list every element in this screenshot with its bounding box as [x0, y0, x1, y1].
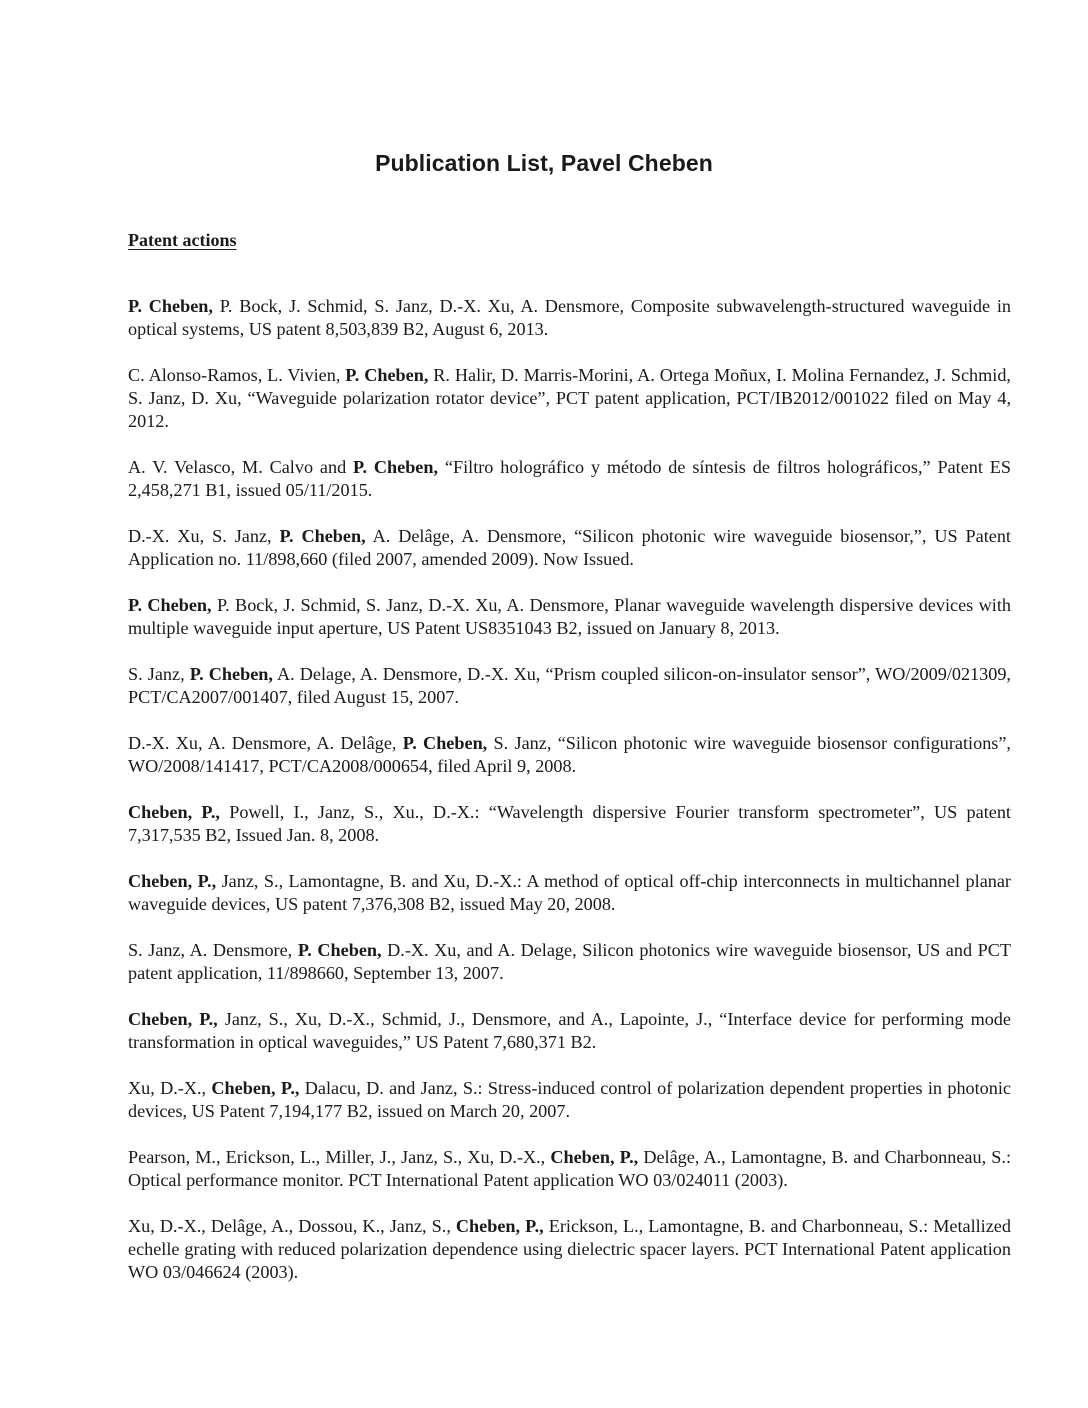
- patent-entry: [128, 870, 1011, 916]
- author-name-highlight: Cheben, P.,: [211, 1078, 300, 1098]
- author-name-highlight: P. Cheben,: [128, 296, 213, 316]
- entry-text: P. Bock, J. Schmid, S. Janz, D.-X. Xu, A. Densmore, Composite subwavelength-structured waveguide in optical systems, US patent 8,503,839 B2, August 6, 2013.: [128, 296, 1011, 339]
- author-name-highlight: P. Cheben,: [297, 940, 382, 960]
- author-name-highlight: Cheben, P.,: [128, 871, 217, 891]
- entry-text: S. Janz, “Silicon photonic wire waveguide biosensor configurations”, WO/2008/141417, PCT/CA2008/000654, filed April 9, 2008.: [128, 733, 1011, 776]
- entry-text: A. Delâge, A. Densmore, “Silicon photonic wire waveguide biosensor,”, US Patent Application no. 11/898,660 (filed 2007, amended 2009). Now Issued.: [128, 526, 1011, 569]
- patent-entry: [128, 594, 1011, 640]
- patent-entry: [128, 732, 1011, 778]
- entry-text: Janz, S., Lamontagne, B. and Xu, D.-X.: A method of optical off-chip interconnects in multichannel planar waveguide devices, US patent 7,376,308 B2, issued May 20, 2008.: [128, 871, 1011, 914]
- author-name-highlight: P. Cheben,: [402, 733, 488, 753]
- document-title: Publication List, Pavel Cheben: [375, 150, 713, 176]
- patent-entry: [128, 1146, 1011, 1192]
- entry-text: D.-X. Xu, A. Densmore, A. Delâge,: [128, 733, 403, 753]
- patent-entry: [128, 456, 1011, 502]
- patent-entry: [128, 663, 1011, 709]
- patent-entry: [128, 364, 1011, 433]
- section-heading-patent-actions: Patent actions: [128, 230, 237, 250]
- entry-text: “Filtro holográfico y método de síntesis de filtros holográficos,” Patent ES 2,458,271 B1, issued 05/11/2015.: [128, 457, 1011, 500]
- author-name-highlight: P. Cheben,: [279, 526, 366, 546]
- patent-entry: [128, 801, 1011, 847]
- entry-text: D.-X. Xu, and A. Delage, Silicon photonics wire waveguide biosensor, US and PCT patent application, 11/898660, September 13, 2007.: [128, 940, 1011, 983]
- entry-text: Powell, I., Janz, S., Xu., D.-X.: “Wavelength dispersive Fourier transform spectrometer”, US patent 7,317,535 B2, Issued Jan. 8, 2008.: [128, 802, 1011, 845]
- entry-text: A. V. Velasco, M. Calvo and: [128, 457, 354, 477]
- entry-text: P. Bock, J. Schmid, S. Janz, D.-X. Xu, A. Densmore, Planar waveguide wavelength dispersive devices with multiple waveguide input aperture, US Patent US8351043 B2, issued on January 8, 2013.: [128, 595, 1011, 638]
- author-name-highlight: Cheben, P.,: [128, 802, 220, 822]
- entry-text: S. Janz, A. Densmore,: [128, 940, 298, 960]
- author-name-highlight: P. Cheben,: [353, 457, 439, 477]
- entry-text: Dalacu, D. and Janz, S.: Stress-induced control of polarization dependent properties in photonic devices, US Patent 7,194,177 B2, issued on March 20, 2007.: [128, 1078, 1011, 1121]
- entry-text: C. Alonso-Ramos, L. Vivien,: [128, 365, 346, 385]
- author-name-highlight: P. Cheben,: [128, 595, 212, 615]
- author-name-highlight: P. Cheben,: [345, 365, 429, 385]
- patent-entry: [128, 939, 1011, 985]
- entry-text: Janz, S., Xu, D.-X., Schmid, J., Densmore, and A., Lapointe, J., “Interface device for performing mode transformation in optical waveguides,” US Patent 7,680,371 B2.: [128, 1009, 1011, 1052]
- entry-text: D.-X. Xu, S. Janz,: [128, 526, 280, 546]
- entry-text: Erickson, L., Lamontagne, B. and Charbonneau, S.: Metallized echelle grating with reduced polarization dependence using dielectric spacer layers. PCT International Patent application WO 03/046624 (2003).: [128, 1216, 1011, 1282]
- entry-text: S. Janz,: [128, 664, 190, 684]
- entry-text: Delâge, A., Lamontagne, B. and Charbonneau, S.: Optical performance monitor. PCT International Patent application WO 03/024011 (2003).: [128, 1147, 1011, 1190]
- entry-text: R. Halir, D. Marris-Morini, A. Ortega Moñux, I. Molina Fernandez, J. Schmid, S. Janz, D. Xu, “Waveguide polarization rotator device”, PCT patent application, PCT/IB2012/001022 filed on May 4, 2012.: [128, 365, 1011, 431]
- patent-list: [128, 295, 1011, 1307]
- author-name-highlight: P. Cheben,: [189, 664, 273, 684]
- patent-entry: [128, 1008, 1011, 1054]
- author-name-highlight: Cheben, P.,: [550, 1147, 639, 1167]
- entry-text: A. Delage, A. Densmore, D.-X. Xu, “Prism coupled silicon-on-insulator sensor”, WO/2009/021309, PCT/CA2007/001407, filed August 15, 2007.: [128, 664, 1011, 707]
- patent-entry: [128, 525, 1011, 571]
- entry-text: Xu, D.-X., Delâge, A., Dossou, K., Janz, S.,: [128, 1216, 456, 1236]
- author-name-highlight: Cheben, P.,: [455, 1216, 544, 1236]
- patent-entry: [128, 295, 1011, 341]
- patent-entry: [128, 1215, 1011, 1284]
- entry-text: Pearson, M., Erickson, L., Miller, J., Janz, S., Xu, D.-X.,: [128, 1147, 551, 1167]
- author-name-highlight: Cheben, P.,: [128, 1009, 218, 1029]
- entry-text: Xu, D.-X.,: [128, 1078, 212, 1098]
- patent-entry: [128, 1077, 1011, 1123]
